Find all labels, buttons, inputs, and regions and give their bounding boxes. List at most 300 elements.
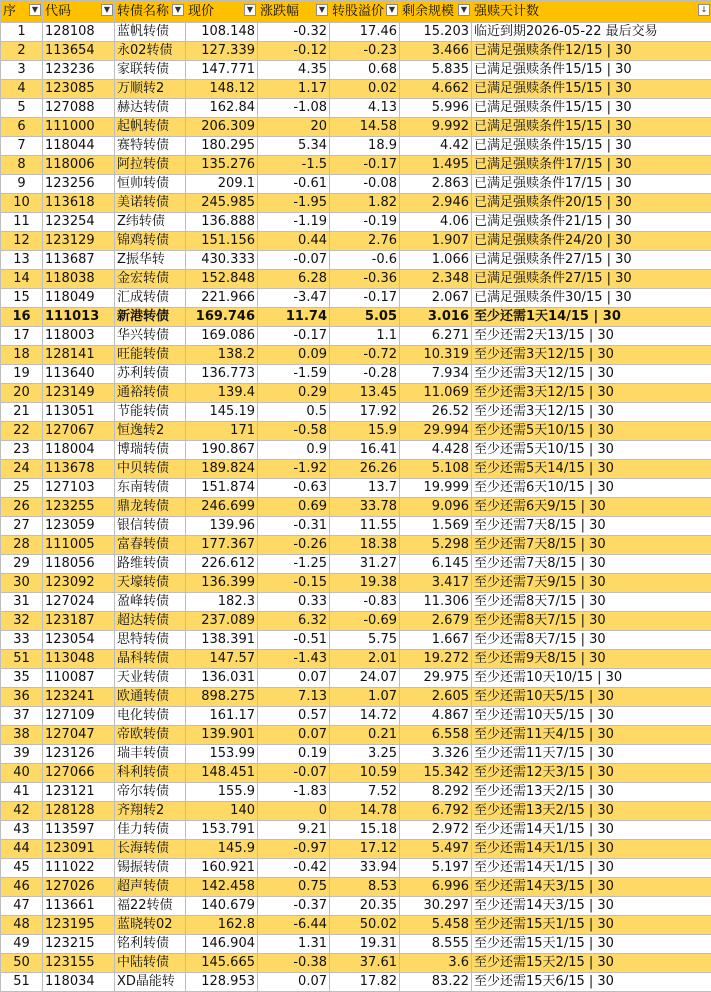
price-cell[interactable]: 136.773 xyxy=(186,365,258,384)
remaining-size-cell[interactable]: 2.972 xyxy=(400,821,472,840)
change-pct-cell[interactable]: 11.74 xyxy=(258,308,330,327)
table-row[interactable] xyxy=(1,726,711,745)
price-cell[interactable]: 153.99 xyxy=(186,745,258,764)
bond-code-cell[interactable]: 123121 xyxy=(43,783,115,802)
conversion-premium-cell[interactable]: 31.27 xyxy=(330,555,400,574)
change-pct-cell[interactable]: 6.32 xyxy=(258,612,330,631)
price-cell[interactable]: 898.275 xyxy=(186,688,258,707)
bond-name-cell[interactable]: 福22转债 xyxy=(115,897,186,916)
bond-name-cell[interactable]: 美诺转债 xyxy=(115,194,186,213)
bond-name-cell[interactable]: 晶科转债 xyxy=(115,650,186,669)
price-cell[interactable]: 138.391 xyxy=(186,631,258,650)
conversion-premium-cell[interactable]: 0.21 xyxy=(330,726,400,745)
redemption-status-cell[interactable]: 至少还需14天1/15 | 30 xyxy=(472,859,711,878)
row-index-cell[interactable]: 37 xyxy=(1,707,43,726)
table-row[interactable] xyxy=(1,783,711,802)
bond-code-cell[interactable]: 127103 xyxy=(43,479,115,498)
redemption-status-cell[interactable]: 至少还需14天1/15 | 30 xyxy=(472,821,711,840)
row-index-cell[interactable]: 7 xyxy=(1,137,43,156)
change-pct-cell[interactable]: 4.35 xyxy=(258,61,330,80)
row-index-cell[interactable]: 36 xyxy=(1,688,43,707)
conversion-premium-cell[interactable]: 18.38 xyxy=(330,536,400,555)
bond-code-cell[interactable]: 111013 xyxy=(43,308,115,327)
change-pct-cell[interactable]: -0.63 xyxy=(258,479,330,498)
change-pct-cell[interactable]: -0.17 xyxy=(258,327,330,346)
row-index-cell[interactable]: 9 xyxy=(1,175,43,194)
change-pct-cell[interactable]: 0.07 xyxy=(258,726,330,745)
bond-name-cell[interactable]: 齐翔转2 xyxy=(115,802,186,821)
bond-code-cell[interactable]: 118044 xyxy=(43,137,115,156)
redemption-status-cell[interactable]: 已满足强赎条件15/15 | 30 xyxy=(472,99,711,118)
redemption-status-cell[interactable]: 至少还需14天3/15 | 30 xyxy=(472,878,711,897)
redemption-status-cell[interactable]: 已满足强赎条件15/15 | 30 xyxy=(472,80,711,99)
price-cell[interactable]: 169.746 xyxy=(186,308,258,327)
change-pct-cell[interactable]: -1.92 xyxy=(258,460,330,479)
bond-name-cell[interactable]: 电化转债 xyxy=(115,707,186,726)
price-cell[interactable]: 128.953 xyxy=(186,973,258,992)
table-row[interactable] xyxy=(1,422,711,441)
row-index-cell[interactable]: 24 xyxy=(1,460,43,479)
price-cell[interactable]: 182.3 xyxy=(186,593,258,612)
bond-code-cell[interactable]: 118034 xyxy=(43,973,115,992)
bond-name-cell[interactable]: 恒帅转债 xyxy=(115,175,186,194)
change-pct-cell[interactable]: -1.5 xyxy=(258,156,330,175)
table-row[interactable] xyxy=(1,289,711,308)
conversion-premium-cell[interactable]: 7.52 xyxy=(330,783,400,802)
row-index-cell[interactable]: 14 xyxy=(1,270,43,289)
table-row[interactable] xyxy=(1,764,711,783)
redemption-status-cell[interactable]: 至少还需14天1/15 | 30 xyxy=(472,840,711,859)
bond-name-cell[interactable]: XD晶能转 xyxy=(115,973,186,992)
conversion-premium-cell[interactable]: -0.72 xyxy=(330,346,400,365)
change-pct-cell[interactable]: -1.43 xyxy=(258,650,330,669)
change-pct-cell[interactable]: 7.13 xyxy=(258,688,330,707)
row-index-cell[interactable]: 15 xyxy=(1,289,43,308)
bond-name-cell[interactable]: 万顺转2 xyxy=(115,80,186,99)
remaining-size-cell[interactable]: 6.792 xyxy=(400,802,472,821)
remaining-size-cell[interactable]: 4.06 xyxy=(400,213,472,232)
price-cell[interactable]: 169.086 xyxy=(186,327,258,346)
table-row[interactable] xyxy=(1,175,711,194)
conversion-premium-cell[interactable]: 33.78 xyxy=(330,498,400,517)
remaining-size-cell[interactable]: 1.495 xyxy=(400,156,472,175)
price-cell[interactable]: 139.901 xyxy=(186,726,258,745)
conversion-premium-cell[interactable]: 13.7 xyxy=(330,479,400,498)
price-cell[interactable]: 151.156 xyxy=(186,232,258,251)
table-row[interactable] xyxy=(1,270,711,289)
remaining-size-cell[interactable]: 9.096 xyxy=(400,498,472,517)
table-row[interactable] xyxy=(1,346,711,365)
table-row[interactable] xyxy=(1,821,711,840)
conversion-premium-cell[interactable]: 5.05 xyxy=(330,308,400,327)
conversion-premium-cell[interactable]: 17.12 xyxy=(330,840,400,859)
redemption-status-cell[interactable]: 至少还需14天3/15 | 30 xyxy=(472,897,711,916)
redemption-status-cell[interactable]: 已满足强赎条件24/20 | 30 xyxy=(472,232,711,251)
bond-code-cell[interactable]: 128141 xyxy=(43,346,115,365)
redemption-status-cell[interactable]: 至少还需8天7/15 | 30 xyxy=(472,631,711,650)
redemption-status-cell[interactable]: 已满足强赎条件20/15 | 30 xyxy=(472,194,711,213)
table-row[interactable] xyxy=(1,403,711,422)
row-index-cell[interactable]: 23 xyxy=(1,441,43,460)
redemption-status-cell[interactable]: 至少还需15天1/15 | 30 xyxy=(472,935,711,954)
table-row[interactable] xyxy=(1,954,711,973)
row-index-cell[interactable]: 4 xyxy=(1,80,43,99)
row-index-cell[interactable]: 27 xyxy=(1,517,43,536)
remaining-size-cell[interactable]: 5.497 xyxy=(400,840,472,859)
remaining-size-cell[interactable]: 15.342 xyxy=(400,764,472,783)
remaining-size-cell[interactable]: 6.271 xyxy=(400,327,472,346)
bond-name-cell[interactable]: 长海转债 xyxy=(115,840,186,859)
conversion-premium-cell[interactable]: 17.46 xyxy=(330,23,400,42)
bond-name-cell[interactable]: 家联转债 xyxy=(115,61,186,80)
redemption-status-cell[interactable]: 已满足强赎条件17/15 | 30 xyxy=(472,175,711,194)
row-index-cell[interactable]: 51 xyxy=(1,973,43,992)
bond-name-cell[interactable]: 起帆转债 xyxy=(115,118,186,137)
table-row[interactable] xyxy=(1,441,711,460)
row-index-cell[interactable]: 51 xyxy=(1,650,43,669)
bond-name-cell[interactable]: 永02转债 xyxy=(115,42,186,61)
remaining-size-cell[interactable]: 5.996 xyxy=(400,99,472,118)
change-pct-cell[interactable]: 20 xyxy=(258,118,330,137)
change-pct-cell[interactable]: 5.34 xyxy=(258,137,330,156)
bond-name-cell[interactable]: 天壕转债 xyxy=(115,574,186,593)
conversion-premium-cell[interactable]: 10.59 xyxy=(330,764,400,783)
redemption-status-cell[interactable]: 已满足强赎条件30/15 | 30 xyxy=(472,289,711,308)
row-index-cell[interactable]: 20 xyxy=(1,384,43,403)
table-row[interactable] xyxy=(1,194,711,213)
price-cell[interactable]: 151.874 xyxy=(186,479,258,498)
redemption-status-cell[interactable]: 至少还需10天5/15 | 30 xyxy=(472,707,711,726)
change-pct-cell[interactable]: -1.25 xyxy=(258,555,330,574)
price-cell[interactable]: 177.367 xyxy=(186,536,258,555)
row-index-cell[interactable]: 31 xyxy=(1,593,43,612)
table-row[interactable] xyxy=(1,878,711,897)
table-row[interactable] xyxy=(1,213,711,232)
remaining-size-cell[interactable]: 3.326 xyxy=(400,745,472,764)
redemption-status-cell[interactable]: 至少还需3天12/15 | 30 xyxy=(472,384,711,403)
bond-name-cell[interactable]: 超声转债 xyxy=(115,878,186,897)
redemption-status-cell[interactable]: 至少还需8天7/15 | 30 xyxy=(472,593,711,612)
change-pct-cell[interactable]: -0.58 xyxy=(258,422,330,441)
conversion-premium-cell[interactable]: 8.53 xyxy=(330,878,400,897)
remaining-size-cell[interactable]: 29.975 xyxy=(400,669,472,688)
price-cell[interactable]: 135.276 xyxy=(186,156,258,175)
remaining-size-cell[interactable]: 15.203 xyxy=(400,23,472,42)
change-pct-cell[interactable]: -0.37 xyxy=(258,897,330,916)
remaining-size-cell[interactable]: 3.6 xyxy=(400,954,472,973)
redemption-status-cell[interactable]: 至少还需9天8/15 | 30 xyxy=(472,650,711,669)
change-pct-cell[interactable]: 0.44 xyxy=(258,232,330,251)
change-pct-cell[interactable]: 0.57 xyxy=(258,707,330,726)
redemption-status-cell[interactable]: 至少还需6天9/15 | 30 xyxy=(472,498,711,517)
conversion-premium-cell[interactable]: 5.75 xyxy=(330,631,400,650)
change-pct-cell[interactable]: 0.19 xyxy=(258,745,330,764)
conversion-premium-cell[interactable]: 2.76 xyxy=(330,232,400,251)
bond-name-cell[interactable]: 超达转债 xyxy=(115,612,186,631)
remaining-size-cell[interactable]: 11.069 xyxy=(400,384,472,403)
row-index-cell[interactable]: 45 xyxy=(1,859,43,878)
remaining-size-cell[interactable]: 19.999 xyxy=(400,479,472,498)
price-cell[interactable]: 136.888 xyxy=(186,213,258,232)
row-index-cell[interactable]: 1 xyxy=(1,23,43,42)
row-index-cell[interactable]: 50 xyxy=(1,954,43,973)
price-cell[interactable]: 430.333 xyxy=(186,251,258,270)
change-pct-cell[interactable]: 0.33 xyxy=(258,593,330,612)
table-row[interactable] xyxy=(1,574,711,593)
row-index-cell[interactable]: 16 xyxy=(1,308,43,327)
price-cell[interactable]: 209.1 xyxy=(186,175,258,194)
remaining-size-cell[interactable]: 4.867 xyxy=(400,707,472,726)
row-index-cell[interactable]: 33 xyxy=(1,631,43,650)
bond-code-cell[interactable]: 111022 xyxy=(43,859,115,878)
bond-name-cell[interactable]: 阿拉转债 xyxy=(115,156,186,175)
col-header-size[interactable] xyxy=(400,1,472,23)
table-row[interactable] xyxy=(1,802,711,821)
col-header-code[interactable] xyxy=(43,1,115,23)
remaining-size-cell[interactable]: 6.145 xyxy=(400,555,472,574)
table-row[interactable] xyxy=(1,308,711,327)
conversion-premium-cell[interactable]: 2.01 xyxy=(330,650,400,669)
bond-name-cell[interactable]: 佳力转债 xyxy=(115,821,186,840)
change-pct-cell[interactable]: 0.69 xyxy=(258,498,330,517)
price-cell[interactable]: 237.089 xyxy=(186,612,258,631)
remaining-size-cell[interactable]: 26.52 xyxy=(400,403,472,422)
table-row[interactable] xyxy=(1,650,711,669)
redemption-status-cell[interactable]: 至少还需13天2/15 | 30 xyxy=(472,783,711,802)
price-cell[interactable]: 189.824 xyxy=(186,460,258,479)
redemption-status-cell[interactable]: 至少还需12天3/15 | 30 xyxy=(472,764,711,783)
redemption-status-cell[interactable]: 至少还需15天6/15 | 30 xyxy=(472,973,711,992)
bond-name-cell[interactable]: 东南转债 xyxy=(115,479,186,498)
redemption-status-cell[interactable]: 已满足强赎条件27/15 | 30 xyxy=(472,270,711,289)
price-cell[interactable]: 148.12 xyxy=(186,80,258,99)
table-row[interactable] xyxy=(1,61,711,80)
col-header-index[interactable] xyxy=(1,1,43,23)
redemption-status-cell[interactable]: 至少还需7天9/15 | 30 xyxy=(472,574,711,593)
row-index-cell[interactable]: 29 xyxy=(1,555,43,574)
table-row[interactable] xyxy=(1,460,711,479)
row-index-cell[interactable]: 46 xyxy=(1,878,43,897)
row-index-cell[interactable]: 28 xyxy=(1,536,43,555)
remaining-size-cell[interactable]: 6.558 xyxy=(400,726,472,745)
table-row[interactable] xyxy=(1,669,711,688)
remaining-size-cell[interactable]: 19.272 xyxy=(400,650,472,669)
redemption-status-cell[interactable]: 至少还需7天8/15 | 30 xyxy=(472,555,711,574)
redemption-status-cell[interactable]: 至少还需3天12/15 | 30 xyxy=(472,365,711,384)
redemption-status-cell[interactable]: 已满足强赎条件15/15 | 30 xyxy=(472,137,711,156)
bond-code-cell[interactable]: 123129 xyxy=(43,232,115,251)
row-index-cell[interactable]: 12 xyxy=(1,232,43,251)
remaining-size-cell[interactable]: 5.197 xyxy=(400,859,472,878)
bond-name-cell[interactable]: Z纬转债 xyxy=(115,213,186,232)
conversion-premium-cell[interactable]: 18.9 xyxy=(330,137,400,156)
bond-name-cell[interactable]: 盈峰转债 xyxy=(115,593,186,612)
change-pct-cell[interactable]: -1.83 xyxy=(258,783,330,802)
bond-name-cell[interactable]: 通裕转债 xyxy=(115,384,186,403)
bond-name-cell[interactable]: 富春转债 xyxy=(115,536,186,555)
row-index-cell[interactable]: 32 xyxy=(1,612,43,631)
bond-code-cell[interactable]: 127109 xyxy=(43,707,115,726)
bond-code-cell[interactable]: 123155 xyxy=(43,954,115,973)
row-index-cell[interactable]: 21 xyxy=(1,403,43,422)
change-pct-cell[interactable]: -0.26 xyxy=(258,536,330,555)
col-header-name[interactable] xyxy=(115,1,186,23)
redemption-status-cell[interactable]: 至少还需7天8/15 | 30 xyxy=(472,517,711,536)
bond-code-cell[interactable]: 123241 xyxy=(43,688,115,707)
table-row[interactable] xyxy=(1,99,711,118)
bond-code-cell[interactable]: 118006 xyxy=(43,156,115,175)
remaining-size-cell[interactable]: 1.066 xyxy=(400,251,472,270)
table-row[interactable] xyxy=(1,897,711,916)
price-cell[interactable]: 108.148 xyxy=(186,23,258,42)
filter-dropdown-icon[interactable]: ▼ xyxy=(101,4,113,16)
table-row[interactable] xyxy=(1,593,711,612)
bond-code-cell[interactable]: 113597 xyxy=(43,821,115,840)
price-cell[interactable]: 136.031 xyxy=(186,669,258,688)
row-index-cell[interactable]: 38 xyxy=(1,726,43,745)
price-cell[interactable]: 142.458 xyxy=(186,878,258,897)
conversion-premium-cell[interactable]: 17.82 xyxy=(330,973,400,992)
bond-code-cell[interactable]: 118038 xyxy=(43,270,115,289)
remaining-size-cell[interactable]: 9.992 xyxy=(400,118,472,137)
remaining-size-cell[interactable]: 10.319 xyxy=(400,346,472,365)
bond-name-cell[interactable]: 华兴转债 xyxy=(115,327,186,346)
redemption-status-cell[interactable]: 至少还需8天7/15 | 30 xyxy=(472,612,711,631)
change-pct-cell[interactable]: -6.44 xyxy=(258,916,330,935)
remaining-size-cell[interactable]: 1.907 xyxy=(400,232,472,251)
remaining-size-cell[interactable]: 2.863 xyxy=(400,175,472,194)
change-pct-cell[interactable]: 0.07 xyxy=(258,973,330,992)
bond-code-cell[interactable]: 110087 xyxy=(43,669,115,688)
bond-code-cell[interactable]: 123085 xyxy=(43,80,115,99)
conversion-premium-cell[interactable]: -0.17 xyxy=(330,289,400,308)
bond-name-cell[interactable]: 旺能转债 xyxy=(115,346,186,365)
row-index-cell[interactable]: 10 xyxy=(1,194,43,213)
bond-code-cell[interactable]: 123059 xyxy=(43,517,115,536)
price-cell[interactable]: 152.848 xyxy=(186,270,258,289)
bond-code-cell[interactable]: 118004 xyxy=(43,441,115,460)
row-index-cell[interactable]: 13 xyxy=(1,251,43,270)
col-header-redeem-count[interactable] xyxy=(472,1,711,23)
change-pct-cell[interactable]: -0.38 xyxy=(258,954,330,973)
price-cell[interactable]: 147.771 xyxy=(186,61,258,80)
redemption-status-cell[interactable]: 临近到期2026-05-22 最后交易 xyxy=(472,23,711,42)
bond-code-cell[interactable]: 113618 xyxy=(43,194,115,213)
remaining-size-cell[interactable]: 2.605 xyxy=(400,688,472,707)
conversion-premium-cell[interactable]: 0.68 xyxy=(330,61,400,80)
change-pct-cell[interactable]: -0.12 xyxy=(258,42,330,61)
bond-name-cell[interactable]: 博瑞转债 xyxy=(115,441,186,460)
conversion-premium-cell[interactable]: 1.1 xyxy=(330,327,400,346)
table-row[interactable] xyxy=(1,365,711,384)
conversion-premium-cell[interactable]: -0.36 xyxy=(330,270,400,289)
change-pct-cell[interactable]: -1.59 xyxy=(258,365,330,384)
change-pct-cell[interactable]: -3.47 xyxy=(258,289,330,308)
change-pct-cell[interactable]: 0.5 xyxy=(258,403,330,422)
row-index-cell[interactable]: 17 xyxy=(1,327,43,346)
row-index-cell[interactable]: 30 xyxy=(1,574,43,593)
bond-name-cell[interactable]: 铭利转债 xyxy=(115,935,186,954)
filter-dropdown-icon[interactable]: ▼ xyxy=(244,4,256,16)
remaining-size-cell[interactable]: 8.555 xyxy=(400,935,472,954)
price-cell[interactable]: 246.699 xyxy=(186,498,258,517)
bond-code-cell[interactable]: 123215 xyxy=(43,935,115,954)
redemption-status-cell[interactable]: 已满足强赎条件15/15 | 30 xyxy=(472,61,711,80)
change-pct-cell[interactable]: -0.51 xyxy=(258,631,330,650)
remaining-size-cell[interactable]: 3.417 xyxy=(400,574,472,593)
remaining-size-cell[interactable]: 5.298 xyxy=(400,536,472,555)
bond-code-cell[interactable]: 123149 xyxy=(43,384,115,403)
bond-name-cell[interactable]: 汇成转债 xyxy=(115,289,186,308)
change-pct-cell[interactable]: -0.61 xyxy=(258,175,330,194)
bond-code-cell[interactable]: 113640 xyxy=(43,365,115,384)
bond-name-cell[interactable]: 新港转债 xyxy=(115,308,186,327)
row-index-cell[interactable]: 25 xyxy=(1,479,43,498)
redemption-status-cell[interactable]: 至少还需5天10/15 | 30 xyxy=(472,422,711,441)
bond-name-cell[interactable]: 银信转债 xyxy=(115,517,186,536)
table-row[interactable] xyxy=(1,840,711,859)
remaining-size-cell[interactable]: 2.067 xyxy=(400,289,472,308)
table-row[interactable] xyxy=(1,916,711,935)
conversion-premium-cell[interactable]: -0.6 xyxy=(330,251,400,270)
price-cell[interactable]: 226.612 xyxy=(186,555,258,574)
bond-code-cell[interactable]: 127026 xyxy=(43,878,115,897)
conversion-premium-cell[interactable]: 1.82 xyxy=(330,194,400,213)
price-cell[interactable]: 160.921 xyxy=(186,859,258,878)
remaining-size-cell[interactable]: 1.667 xyxy=(400,631,472,650)
bond-name-cell[interactable]: 锡振转债 xyxy=(115,859,186,878)
bond-name-cell[interactable]: 赛特转债 xyxy=(115,137,186,156)
row-index-cell[interactable]: 35 xyxy=(1,669,43,688)
table-row[interactable] xyxy=(1,80,711,99)
bond-name-cell[interactable]: 天业转债 xyxy=(115,669,186,688)
price-cell[interactable]: 140.679 xyxy=(186,897,258,916)
bond-name-cell[interactable]: 中陆转债 xyxy=(115,954,186,973)
conversion-premium-cell[interactable]: -0.08 xyxy=(330,175,400,194)
bond-code-cell[interactable]: 127024 xyxy=(43,593,115,612)
row-index-cell[interactable]: 22 xyxy=(1,422,43,441)
row-index-cell[interactable]: 41 xyxy=(1,783,43,802)
price-cell[interactable]: 155.9 xyxy=(186,783,258,802)
bond-code-cell[interactable]: 113048 xyxy=(43,650,115,669)
bond-code-cell[interactable]: 123195 xyxy=(43,916,115,935)
table-row[interactable] xyxy=(1,517,711,536)
change-pct-cell[interactable]: 0 xyxy=(258,802,330,821)
bond-code-cell[interactable]: 127047 xyxy=(43,726,115,745)
redemption-status-cell[interactable]: 至少还需15天1/15 | 30 xyxy=(472,916,711,935)
redemption-status-cell[interactable]: 至少还需7天8/15 | 30 xyxy=(472,536,711,555)
table-row[interactable] xyxy=(1,707,711,726)
bond-code-cell[interactable]: 118003 xyxy=(43,327,115,346)
price-cell[interactable]: 136.399 xyxy=(186,574,258,593)
bond-code-cell[interactable]: 118056 xyxy=(43,555,115,574)
price-cell[interactable]: 171 xyxy=(186,422,258,441)
bond-name-cell[interactable]: 路维转债 xyxy=(115,555,186,574)
row-index-cell[interactable]: 26 xyxy=(1,498,43,517)
row-index-cell[interactable]: 19 xyxy=(1,365,43,384)
bond-code-cell[interactable]: 128128 xyxy=(43,802,115,821)
table-row[interactable] xyxy=(1,479,711,498)
conversion-premium-cell[interactable]: 11.55 xyxy=(330,517,400,536)
change-pct-cell[interactable]: 0.9 xyxy=(258,441,330,460)
remaining-size-cell[interactable]: 5.108 xyxy=(400,460,472,479)
filter-dropdown-icon[interactable]: ▼ xyxy=(316,4,328,16)
change-pct-cell[interactable]: -0.31 xyxy=(258,517,330,536)
remaining-size-cell[interactable]: 11.306 xyxy=(400,593,472,612)
row-index-cell[interactable]: 47 xyxy=(1,897,43,916)
bond-code-cell[interactable]: 128108 xyxy=(43,23,115,42)
bond-code-cell[interactable]: 123054 xyxy=(43,631,115,650)
